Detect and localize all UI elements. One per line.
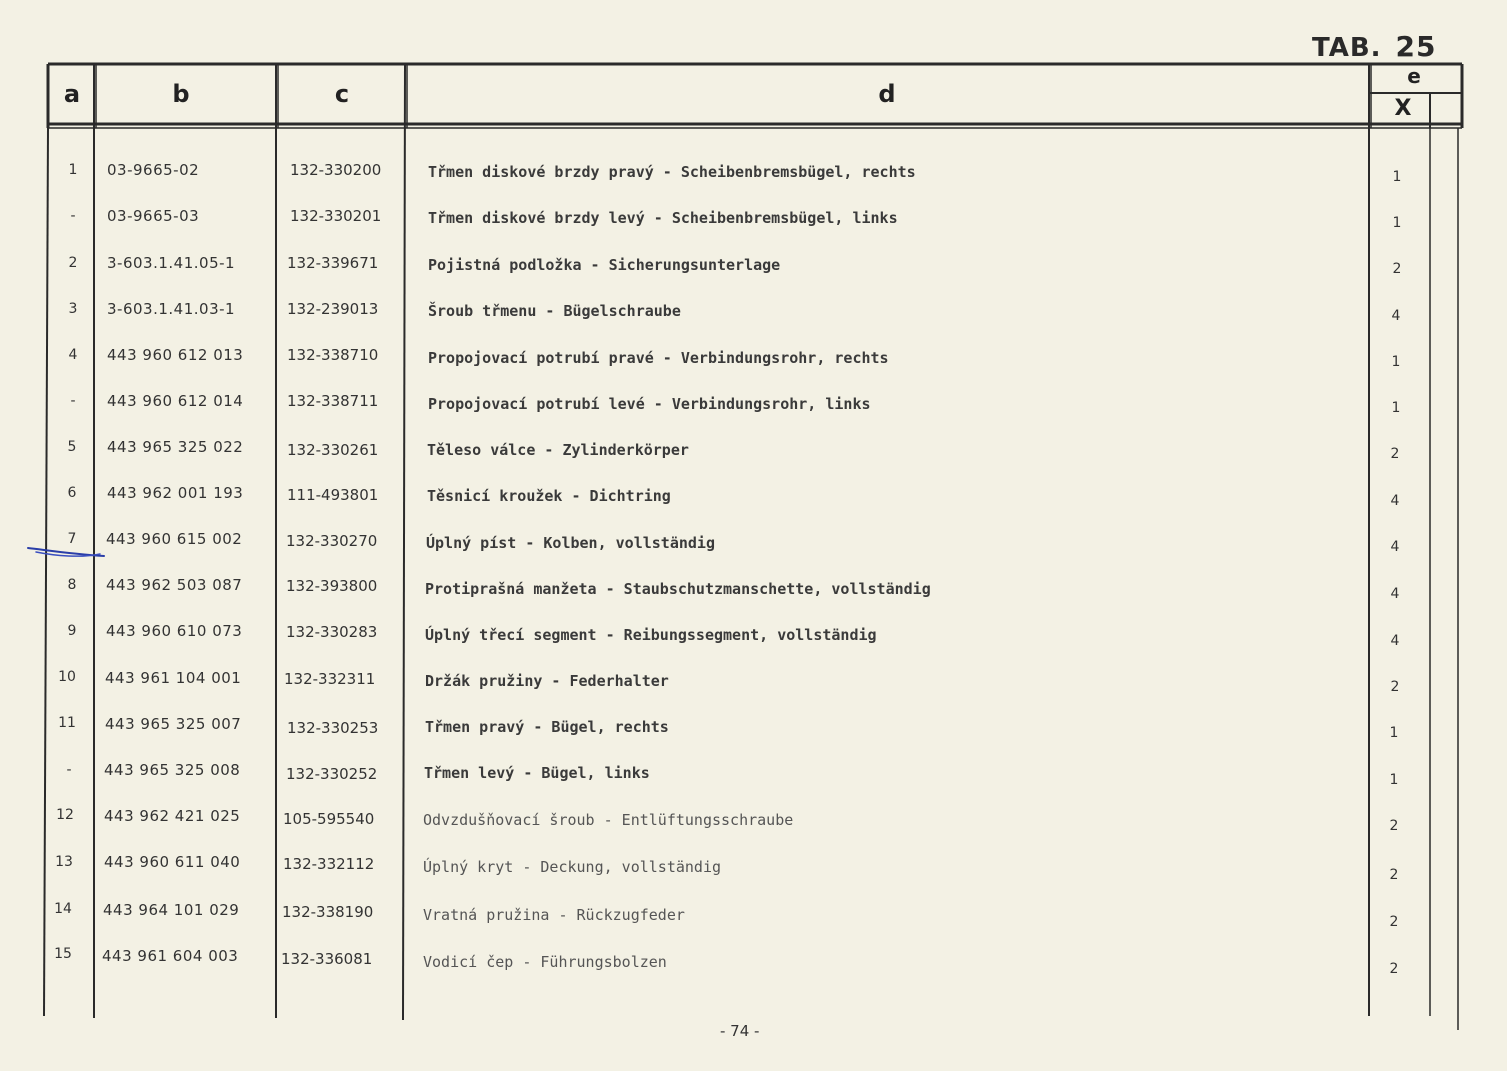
cell-qty: 2 (1390, 446, 1400, 462)
cell-item: 14 (54, 901, 72, 917)
cell-description: Odvzdušňovací šroub - Entlüftungsschraube (423, 811, 794, 829)
cell-qty: 1 (1389, 725, 1399, 741)
cell-qty: 2 (1390, 679, 1400, 695)
cell-code: 132-393800 (286, 577, 378, 595)
cell-part-number: 443 962 001 193 (107, 484, 244, 502)
cell-code: 111-493801 (287, 486, 379, 504)
cell-description: Protiprašná manžeta - Staubschutzmanschette, vollständig (425, 580, 931, 598)
cell-item: 15 (54, 946, 72, 962)
cell-item: 9 (67, 623, 77, 639)
header-b: b (172, 80, 190, 108)
cell-part-number: 443 960 611 040 (104, 853, 241, 871)
cell-part-number: 443 965 325 022 (107, 438, 244, 456)
cell-code: 132-330252 (286, 765, 378, 783)
cell-code: 132-332112 (283, 855, 375, 873)
cell-code: 132-330261 (287, 441, 379, 459)
cell-qty: 2 (1389, 818, 1399, 834)
cell-part-number: 443 965 325 008 (104, 761, 241, 779)
cell-code: 132-239013 (287, 300, 379, 318)
cell-description: Těleso válce - Zylinderkörper (427, 441, 689, 459)
cell-item: 11 (58, 715, 76, 731)
cell-qty: 4 (1391, 308, 1401, 324)
cell-part-number: 443 960 612 013 (107, 346, 244, 364)
cell-qty: 1 (1389, 772, 1399, 788)
cell-item: 7 (67, 531, 77, 547)
cell-item: 12 (56, 807, 74, 823)
page-number: - 74 - (720, 1022, 760, 1040)
cell-item: 4 (68, 347, 78, 363)
header-d: d (878, 80, 896, 108)
cell-qty: 1 (1392, 215, 1402, 231)
cell-part-number: 443 962 503 087 (106, 576, 243, 594)
cell-qty: 4 (1390, 493, 1400, 509)
cell-part-number: 443 960 615 002 (106, 530, 243, 548)
cell-part-number: 443 961 604 003 (102, 947, 239, 965)
cell-qty: 2 (1389, 961, 1399, 977)
cell-description: Šroub třmenu - Bügelschraube (428, 302, 681, 320)
cell-item: 8 (67, 577, 77, 593)
cell-code: 132-330270 (286, 532, 378, 550)
cell-item: 10 (58, 669, 76, 685)
header-e: e (1407, 64, 1421, 88)
cell-qty: 2 (1389, 914, 1399, 930)
cell-qty: 4 (1390, 586, 1400, 602)
cell-description: Úplný píst - Kolben, vollständig (426, 534, 715, 552)
cell-qty: 4 (1390, 539, 1400, 555)
cell-part-number: 443 965 325 007 (105, 715, 242, 733)
cell-item: 3 (68, 301, 78, 317)
cell-item: - (66, 762, 72, 778)
cell-part-number: 443 961 104 001 (105, 669, 242, 687)
pen-mark (26, 540, 110, 564)
cell-qty: 1 (1391, 354, 1401, 370)
cell-description: Propojovací potrubí levé - Verbindungsrohr, links (428, 395, 871, 413)
cell-description: Vodicí čep - Führungsbolzen (423, 953, 667, 971)
cell-part-number: 3-603.1.41.03-1 (107, 300, 236, 318)
cell-code: 132-338711 (287, 392, 379, 410)
cell-item: 6 (67, 485, 77, 501)
cell-code: 132-330253 (287, 719, 379, 737)
cell-code: 132-332311 (284, 670, 376, 688)
cell-item: 2 (68, 255, 78, 271)
cell-qty: 2 (1392, 261, 1402, 277)
table-number: 25 (1395, 30, 1437, 63)
cell-qty: 4 (1390, 633, 1400, 649)
table-label-prefix: TAB. (1312, 33, 1382, 63)
cell-part-number: 03-9665-03 (107, 207, 200, 225)
cell-description: Pojistná podložka - Sicherungsunterlage (428, 256, 781, 274)
cell-description: Třmen levý - Bügel, links (424, 764, 650, 782)
cell-part-number: 3-603.1.41.05-1 (107, 254, 236, 272)
cell-part-number: 443 960 610 073 (106, 622, 243, 640)
cell-item: 1 (68, 162, 78, 178)
header-e-sub: X (1394, 96, 1412, 121)
cell-code: 132-339671 (287, 254, 379, 272)
header-a: a (63, 80, 81, 108)
cell-code: 132-336081 (281, 950, 373, 968)
cell-code: 132-338190 (282, 903, 374, 921)
cell-code: 132-330200 (290, 161, 382, 179)
cell-part-number: 443 964 101 029 (103, 901, 240, 919)
cell-part-number: 443 962 421 025 (104, 807, 241, 825)
cell-description: Držák pružiny - Federhalter (425, 672, 669, 690)
cell-description: Propojovací potrubí pravé - Verbindungsrohr, rechts (428, 349, 889, 367)
cell-description: Třmen diskové brzdy levý - Scheibenbremsbügel, links (428, 209, 898, 227)
header-c: c (334, 80, 350, 108)
cell-description: Vratná pružina - Rückzugfeder (423, 906, 685, 924)
cell-description: Třmen pravý - Bügel, rechts (425, 718, 669, 736)
cell-item: - (70, 208, 76, 224)
cell-qty: 1 (1391, 400, 1401, 416)
cell-item: 13 (55, 854, 73, 870)
cell-code: 132-330201 (290, 207, 382, 225)
cell-item: - (70, 393, 76, 409)
cell-description: Úplný třecí segment - Reibungssegment, vollständig (425, 626, 877, 644)
cell-code: 132-330283 (286, 623, 378, 641)
cell-code: 105-595540 (283, 810, 375, 828)
cell-qty: 2 (1389, 867, 1399, 883)
cell-code: 132-338710 (287, 346, 379, 364)
cell-description: Úplný kryt - Deckung, vollständig (423, 858, 722, 876)
cell-description: Těsnicí kroužek - Dichtring (427, 487, 671, 505)
cell-description: Třmen diskové brzdy pravý - Scheibenbremsbügel, rechts (428, 163, 916, 181)
cell-part-number: 03-9665-02 (107, 161, 200, 179)
cell-qty: 1 (1392, 169, 1402, 185)
cell-item: 5 (67, 439, 77, 455)
cell-part-number: 443 960 612 014 (107, 392, 244, 410)
